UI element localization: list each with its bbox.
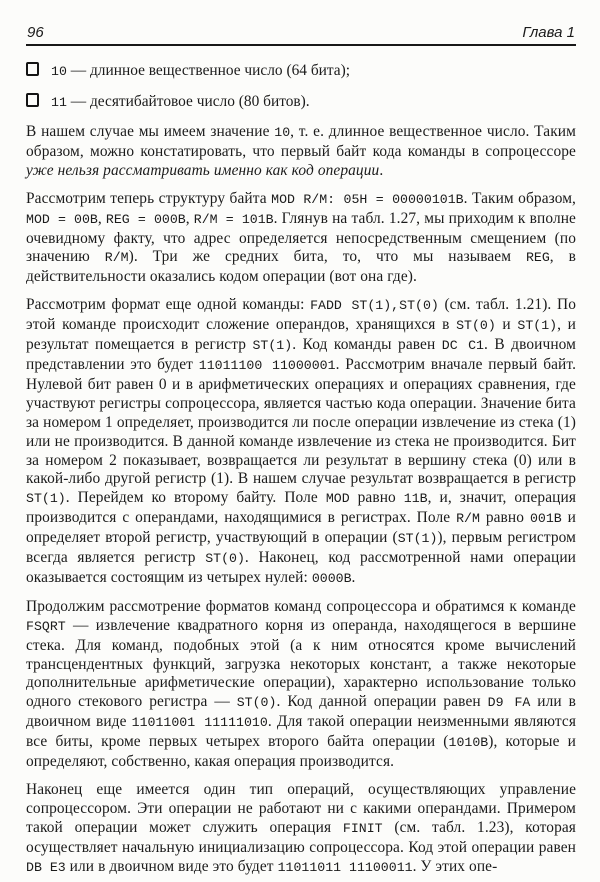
text-segment: . В двоичном представлении это будет <box>26 336 577 373</box>
text-segment: . Код данной операции равен <box>276 693 488 711</box>
text-segment: 11B <box>403 491 428 507</box>
text-segment: и <box>495 316 518 334</box>
text-segment: или в двоичном виде это будет <box>65 857 278 875</box>
text-segment: . У этих опе- <box>412 857 498 875</box>
text-segment: или в двоичном виде <box>26 693 576 731</box>
text-segment: 11 <box>51 95 67 110</box>
page-number: 96 <box>27 24 44 41</box>
text-segment: REG = 000B <box>105 211 186 227</box>
text-segment: MOD R/M: 05H = 00000101B <box>271 191 464 207</box>
text-segment: ST(0) <box>205 551 245 567</box>
text-segment: — десятибайтовое число (80 битов). <box>66 93 310 110</box>
paragraph <box>26 598 576 772</box>
text-segment: ST(1) <box>252 338 293 354</box>
text-segment: 11011011 11100011 <box>277 859 413 875</box>
text-segment: , т. е. длинное вещественное число. Таким образом, можно констатировать, что первый байт кода команды в сопроцессоре <box>26 123 576 160</box>
paragraph <box>26 296 576 589</box>
bullet-list <box>26 61 576 112</box>
text-segment: , <box>97 209 106 227</box>
text-segment: . <box>351 568 356 586</box>
text-segment: 0000B <box>311 570 352 586</box>
text-segment: D9 FA <box>487 695 531 711</box>
text-segment: . Код команды равен <box>292 336 442 354</box>
text-segment: , в действительности оказались кодом операции (вот она где). <box>26 248 576 286</box>
text-segment: ST(0) <box>236 695 277 711</box>
text-segment: FSQRT <box>26 618 66 634</box>
header-rule <box>26 44 576 46</box>
list-item <box>26 92 576 112</box>
text-segment: . Глянув на табл. 1.27, мы приходим к вполне очевидному факту, что адрес определяется непосредственным смещением (по значению <box>26 209 576 266</box>
text-segment: , <box>185 209 194 227</box>
text-segment: ST(1) <box>517 318 558 334</box>
text-segment: . Таким образом, <box>463 189 576 207</box>
paragraph <box>26 190 576 288</box>
page-header <box>26 24 576 41</box>
text-segment: R/M <box>456 511 480 527</box>
text-segment: ST(1) <box>26 491 66 507</box>
text-segment: 10 <box>51 64 67 79</box>
list-item-text <box>51 61 350 81</box>
text-segment: ST(1) <box>397 531 438 547</box>
text-segment: Рассмотрим формат еще одной команды: <box>26 296 311 314</box>
text-segment: равно <box>349 489 404 507</box>
text-segment: уже нельзя рассматривать именно как код операции <box>26 161 380 179</box>
text-segment: — длинное вещественное число (64 бита); <box>66 62 351 79</box>
text-segment: ST(0) <box>456 318 496 334</box>
text-segment: DB E3 <box>26 859 66 875</box>
text-segment: — извлечение квадратного корня из операнда, находящегося в вершине стека. Для команд, подобных этой (а к ним относятся кроме вычислений трансцендентных функций, загрузка некоторых констант, а также некоторые дополнительные арифметические операции), характерно использование только одного стекового регистра — <box>26 616 576 711</box>
text-segment: REG <box>525 250 550 266</box>
text-segment: . Наконец, код рассмотренной нами операции оказывается состоящим из четырех нулей: <box>26 549 576 586</box>
text-segment: и определяет второй регистр, участвующий в операции ( <box>26 509 576 547</box>
text-segment: Наконец еще имеется один тип операций, осуществляющих управление сопроцессором. Эти операции не работают ни с какими операндами. Примером такой операции может служить операция <box>26 781 576 836</box>
body-text <box>26 123 576 878</box>
text-segment: 1010B <box>448 735 489 751</box>
text-segment: ), первым регистром всегда является регистр <box>26 529 576 567</box>
text-segment: (см. табл. 1.21). По этой команде происходит сложение операндов, хранящихся в <box>26 296 576 334</box>
text-segment: 001B <box>529 511 562 527</box>
text-segment: R/M = 101B <box>193 211 274 227</box>
text-segment: (см. табл. 1.23), которая осуществляет начальную инициализацию сопроцессора. Код этой операции равен <box>26 818 576 856</box>
text-segment: 10 <box>274 125 291 140</box>
text-segment: Продолжим рассмотрение форматов команд сопроцессора и обратимся к команде <box>26 597 576 615</box>
list-item-text <box>51 92 310 112</box>
text-segment: , и, значит, операция производится с операндами, находящимися в регистрах. Поле <box>26 489 577 527</box>
paragraph <box>26 123 576 181</box>
text-segment: FADD ST(1),ST(0) <box>310 298 439 314</box>
text-segment: DC C1 <box>441 338 484 354</box>
text-segment: MOD <box>325 491 350 507</box>
text-segment: ), которые и определяют, собственно, какая операция производится. <box>26 733 576 771</box>
text-segment: FINIT <box>342 820 383 836</box>
text-segment: Рассмотрим теперь структуру байта <box>26 189 272 207</box>
text-segment: . Перейдем ко второму байту. Поле <box>65 489 326 507</box>
list-item <box>26 61 576 81</box>
text-segment: В нашем случае мы имеем значение <box>26 123 275 140</box>
text-segment: R/M <box>104 250 129 266</box>
text-segment: MOD = 00B <box>26 211 98 227</box>
checkbox-bullet-icon <box>26 93 39 107</box>
text-segment: 11011001 11111010 <box>131 715 268 731</box>
chapter-title: Глава 1 <box>522 24 575 41</box>
text-segment: . Рассмотрим вначале первый байт. Нулевой бит равен 0 и в арифметических операциях и операциях сравнения, где участвуют регистры сопроцессора, является частью кода операции. Значение бита за номером 1 определяет, производится ли после операции извлечение из стека (1) или не производится. В данной команде извлечение из стека не производится. Бит за номером 2 показывает, возвращается ли результат в вершину стека (0) или в какой-либо другой регистр (1). В нашем случае результат возвращается в регистр <box>26 355 577 488</box>
text-segment: ). Три же средних бита, то, что мы называем <box>128 248 526 266</box>
text-segment: , и результат помещается в регистр <box>26 316 576 354</box>
checkbox-bullet-icon <box>26 62 39 76</box>
text-segment: 11011100 11000001 <box>198 357 336 373</box>
text-segment: . <box>379 161 384 179</box>
text-segment: . Для такой операции неизменными являются все биты, кроме первых четырех второго байта операции ( <box>26 713 576 751</box>
text-segment: равно <box>479 509 530 527</box>
paragraph <box>26 781 576 878</box>
